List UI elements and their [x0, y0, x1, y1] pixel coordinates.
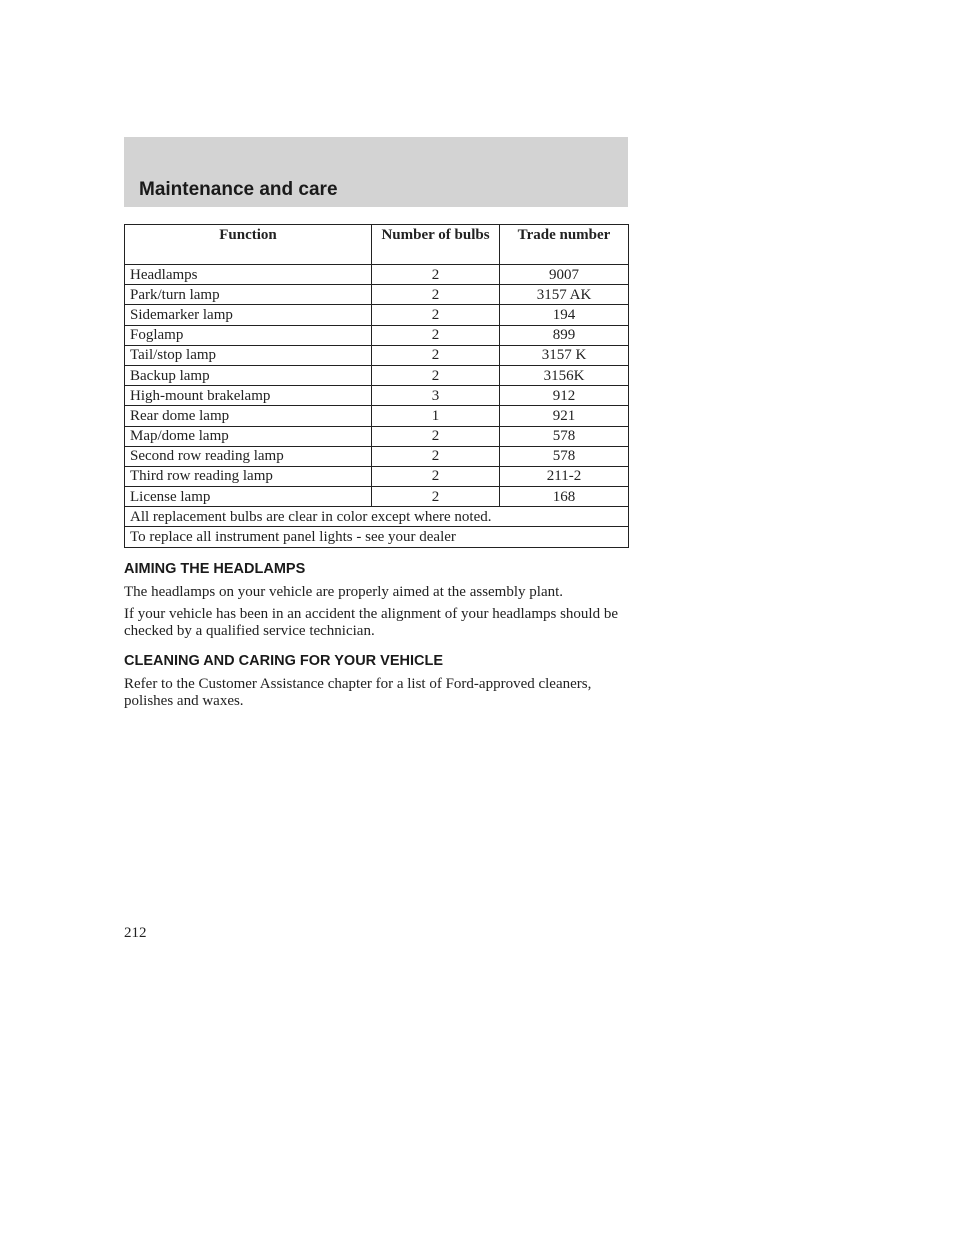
table-note: All replacement bulbs are clear in color except where noted.	[125, 507, 629, 527]
table-row	[125, 365, 629, 385]
bulbs-cell: 2	[372, 285, 500, 305]
function-cell: Second row reading lamp	[125, 446, 372, 466]
paragraph: Refer to the Customer Assistance chapter for a list of Ford-approved cleaners, polishes and waxes.	[124, 676, 592, 709]
paragraph: The headlamps on your vehicle are properly aimed at the assembly plant.	[124, 584, 564, 600]
trade-cell: 194	[500, 305, 629, 325]
function-cell: Map/dome lamp	[125, 426, 372, 446]
bulbs-cell: 2	[372, 487, 500, 507]
section-heading: AIMING THE HEADLAMPS	[124, 561, 306, 577]
table-row	[125, 466, 629, 486]
table-row	[125, 285, 629, 305]
function-cell: Third row reading lamp	[125, 466, 372, 486]
function-cell: License lamp	[125, 487, 372, 507]
function-cell: Park/turn lamp	[125, 285, 372, 305]
table-row	[125, 446, 629, 466]
function-cell: Tail/stop lamp	[125, 345, 372, 365]
bulbs-cell: 2	[372, 325, 500, 345]
bulbs-cell: 2	[372, 466, 500, 486]
bulbs-cell: 3	[372, 386, 500, 406]
table-header-row	[125, 225, 629, 265]
function-cell: Rear dome lamp	[125, 406, 372, 426]
section-title: Maintenance and care	[139, 179, 338, 200]
section-header-band	[124, 137, 628, 207]
trade-cell: 3157 AK	[500, 285, 629, 305]
section-cleaning-caring	[124, 652, 634, 715]
trade-cell: 211-2	[500, 466, 629, 486]
table-note-row	[125, 507, 629, 527]
table-row	[125, 406, 629, 426]
bulbs-cell: 2	[372, 345, 500, 365]
paragraph: If your vehicle has been in an accident the alignment of your headlamps should be checked by a qualified service technician.	[124, 606, 619, 639]
section-heading: CLEANING AND CARING FOR YOUR VEHICLE	[124, 653, 444, 669]
function-cell: High-mount brakelamp	[125, 386, 372, 406]
trade-cell: 3157 K	[500, 345, 629, 365]
function-cell: Foglamp	[125, 325, 372, 345]
trade-cell: 921	[500, 406, 629, 426]
bulbs-cell: 2	[372, 365, 500, 385]
table-row	[125, 345, 629, 365]
table-row	[125, 325, 629, 345]
function-cell: Backup lamp	[125, 365, 372, 385]
table-row	[125, 305, 629, 325]
bulbs-cell: 1	[372, 406, 500, 426]
trade-cell: 899	[500, 325, 629, 345]
table-row	[125, 426, 629, 446]
function-cell: Headlamps	[125, 265, 372, 285]
trade-cell: 9007	[500, 265, 629, 285]
section-aiming-headlamps	[124, 560, 634, 645]
bulbs-cell: 2	[372, 426, 500, 446]
table-row	[125, 487, 629, 507]
bulbs-cell: 2	[372, 305, 500, 325]
table-note-row	[125, 527, 629, 547]
trade-cell: 3156K	[500, 365, 629, 385]
function-cell: Sidemarker lamp	[125, 305, 372, 325]
bulb-table	[124, 224, 629, 548]
bulbs-cell: 2	[372, 265, 500, 285]
trade-cell: 168	[500, 487, 629, 507]
trade-cell: 578	[500, 446, 629, 466]
page-number: 212	[124, 925, 147, 941]
table-row	[125, 265, 629, 285]
table-row	[125, 386, 629, 406]
trade-cell: 912	[500, 386, 629, 406]
column-header-function: Function	[125, 225, 372, 265]
column-header-bulbs: Number of bulbs	[372, 225, 500, 265]
bulbs-cell: 2	[372, 446, 500, 466]
trade-cell: 578	[500, 426, 629, 446]
column-header-trade: Trade number	[500, 225, 629, 265]
table-note: To replace all instrument panel lights - see your dealer	[125, 527, 629, 547]
